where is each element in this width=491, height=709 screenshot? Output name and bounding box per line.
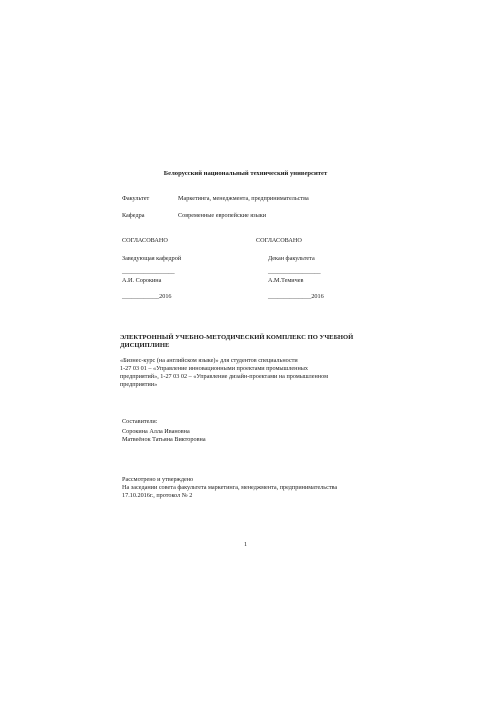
approval-right-title: СОГЛАСОВАНО: [256, 237, 302, 244]
approval-left-name: А.И. Сорокина: [122, 277, 162, 284]
compiler-name: Матвеёнок Татьяна Викторовна: [122, 436, 206, 443]
approval-right-date: ______________2016: [268, 293, 324, 300]
review-line: 17.10.2016г., протокол № 2: [122, 492, 193, 499]
review-line: На заседании совета факультета маркетинга, менеджмента, предпринимательства: [122, 484, 338, 491]
review-line: Рассмотрено и утверждено: [122, 476, 194, 483]
page-number: 1: [243, 541, 248, 548]
faculty-label: Факультет: [122, 195, 150, 202]
compiler-name: Сорокина Алла Ивановна: [122, 428, 190, 435]
approval-left-title: СОГЛАСОВАНО: [122, 237, 168, 244]
document-description: «Бизнес-курс (на английском языке)» для студентов специальности 1-27 03 01 – «Управление инновационными проектами промышленных предприятий», 1-27 03 02 – «Управление дизайн-проектами на промышленном предприятии»: [120, 357, 329, 388]
department-label: Кафедра: [122, 212, 145, 219]
document-title: ЭЛЕКТРОННЫЙ УЧЕБНО-МЕТОДИЧЕСКИЙ КОМПЛЕКС ПО УЧЕБНОЙ ДИСЦИПЛИНЕ: [120, 334, 354, 349]
approval-left-date: ____________2016: [122, 293, 172, 300]
approval-left-signature-line: _________________: [122, 268, 175, 275]
approval-right-name: А.М.Темичев: [268, 277, 304, 284]
faculty-value: Маркетинга, менеджмента, предпринимательства: [178, 195, 309, 202]
department-value: Современные европейские языки: [178, 212, 267, 219]
compilers-label: Составители:: [122, 418, 158, 425]
approval-right-signature-line: _________________: [268, 268, 321, 275]
approval-left-role: Заведующая кафедрой: [122, 255, 182, 262]
university-name: Белорусский национальный технический университет: [163, 170, 328, 177]
approval-right-role: Декан факультета: [268, 255, 315, 262]
